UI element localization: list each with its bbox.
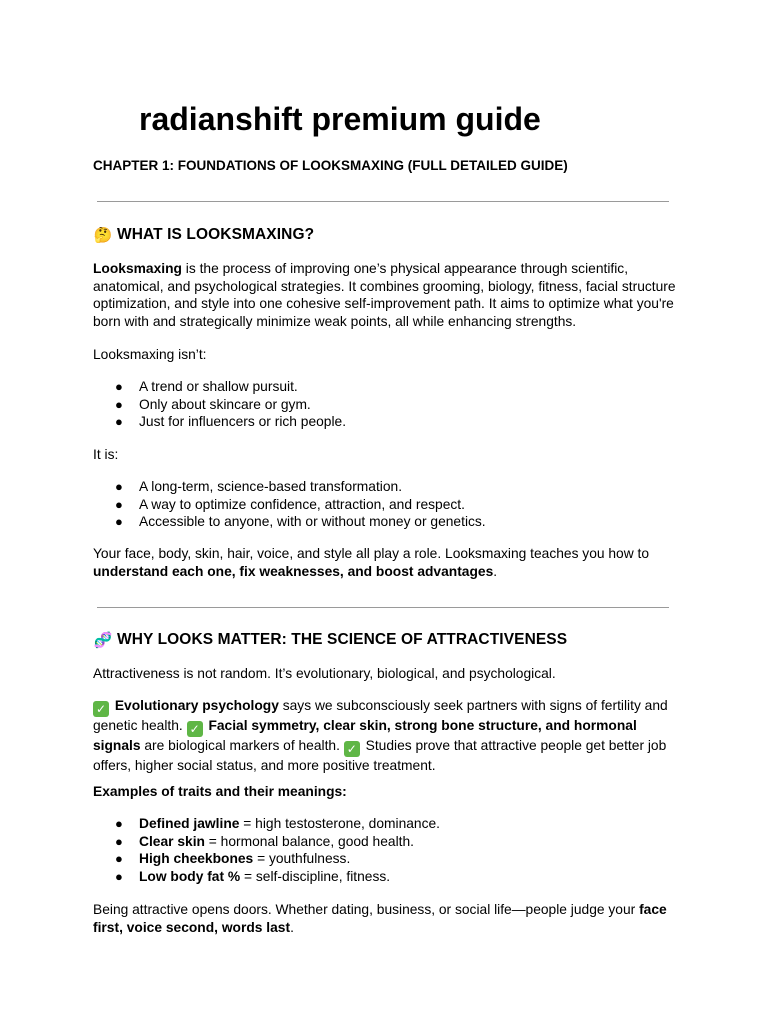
horizontal-divider [97, 201, 669, 202]
list-item: ● Defined jawline = high testosterone, dominance. [115, 816, 441, 831]
bullet: ● [115, 514, 123, 530]
section-heading-text: WHY LOOKS MATTER: THE SCIENCE OF ATTRACTIVENESS [117, 631, 568, 648]
check-mark-icon: ✓ [93, 701, 109, 717]
list-item: ● A trend or shallow pursuit. [115, 379, 298, 394]
bullet: ● [115, 379, 123, 394]
chapter-title: CHAPTER 1: FOUNDATIONS OF LOOKSMAXING (FULL DETAILED GUIDE) [93, 158, 568, 173]
list-item: ● Accessible to anyone, with or without money or genetics. [115, 514, 486, 530]
list-item: ● High cheekbones = youthfulness. [115, 851, 351, 867]
section-heading-what-is-looksmaxing [93, 225, 314, 245]
dna-icon: 🧬 [93, 631, 113, 649]
examples-label: Examples of traits and their meanings: [93, 784, 347, 799]
bullet: ● [115, 851, 123, 867]
thinking-face-icon: 🤔 [93, 226, 113, 244]
looksmaxing-term: Looksmaxing [93, 261, 182, 276]
section-heading-why-looks-matter [93, 630, 567, 650]
bullet: ● [115, 414, 123, 430]
section-heading-text: WHAT IS LOOKSMAXING? [117, 226, 315, 243]
isnt-label: Looksmaxing isn’t: [93, 347, 207, 362]
looksmaxing-definition-paragraph [93, 260, 683, 330]
list-item: ● A long-term, science-based transformation. [115, 479, 403, 494]
horizontal-divider [97, 607, 669, 608]
check-mark-icon: ✓ [344, 741, 360, 757]
list-item: ● A way to optimize confidence, attraction, and respect. [115, 496, 465, 512]
summary-emphasis: understand each one, fix weaknesses, and boost advantages [93, 563, 494, 579]
bullet: ● [115, 868, 123, 884]
is-list [93, 478, 683, 531]
list-item: ● Just for influencers or rich people. [115, 414, 347, 430]
is-label: It is: [93, 447, 119, 462]
bullet: ● [115, 816, 123, 831]
attractiveness-intro: Attractiveness is not random. It’s evolutionary, biological, and psychological. [93, 666, 556, 681]
bullet: ● [115, 833, 123, 849]
summary-paragraph: Your face, body, skin, hair, voice, and style all play a role. Looksmaxing teaches you how to understand each one, fix weaknesses, and boost advantages. [93, 546, 650, 579]
bullet: ● [115, 496, 123, 512]
document-title: radianshift premium guide [139, 101, 541, 137]
science-paragraph: ✓ Evolutionary psychology says we subconsciously seek partners with signs of fertility and genetic health. ✓ Facial symmetry, clear skin, strong bone structure, and hormonal signals are biological markers of health. ✓ Studies prove that attractive people get better job offers, higher social status, and more positive treatment. [93, 698, 668, 773]
list-item: ● Only about skincare or gym. [115, 396, 311, 412]
bullet: ● [115, 396, 123, 412]
bullet: ● [115, 479, 123, 494]
closing-paragraph: Being attractive opens doors. Whether dating, business, or social life—people judge your face first, voice second, words last. [93, 902, 667, 935]
list-item: ● Clear skin = hormonal balance, good health. [115, 833, 414, 849]
list-item: ● Low body fat % = self-discipline, fitness. [115, 868, 391, 884]
isnt-list [93, 378, 683, 431]
definition-text: is the process of improving one’s physical appearance through scientific, anatomical, and psychological strategies. It combines grooming, biology, fitness, facial structure optimization, and style into one cohesive self-improvement path. It aims to optimize what you're born with and strategically minimize weak points, all while enhancing strengths. [93, 261, 676, 329]
closing-emphasis: face first, voice second, words last [93, 902, 667, 935]
traits-list [93, 815, 683, 885]
check-mark-icon: ✓ [187, 721, 203, 737]
